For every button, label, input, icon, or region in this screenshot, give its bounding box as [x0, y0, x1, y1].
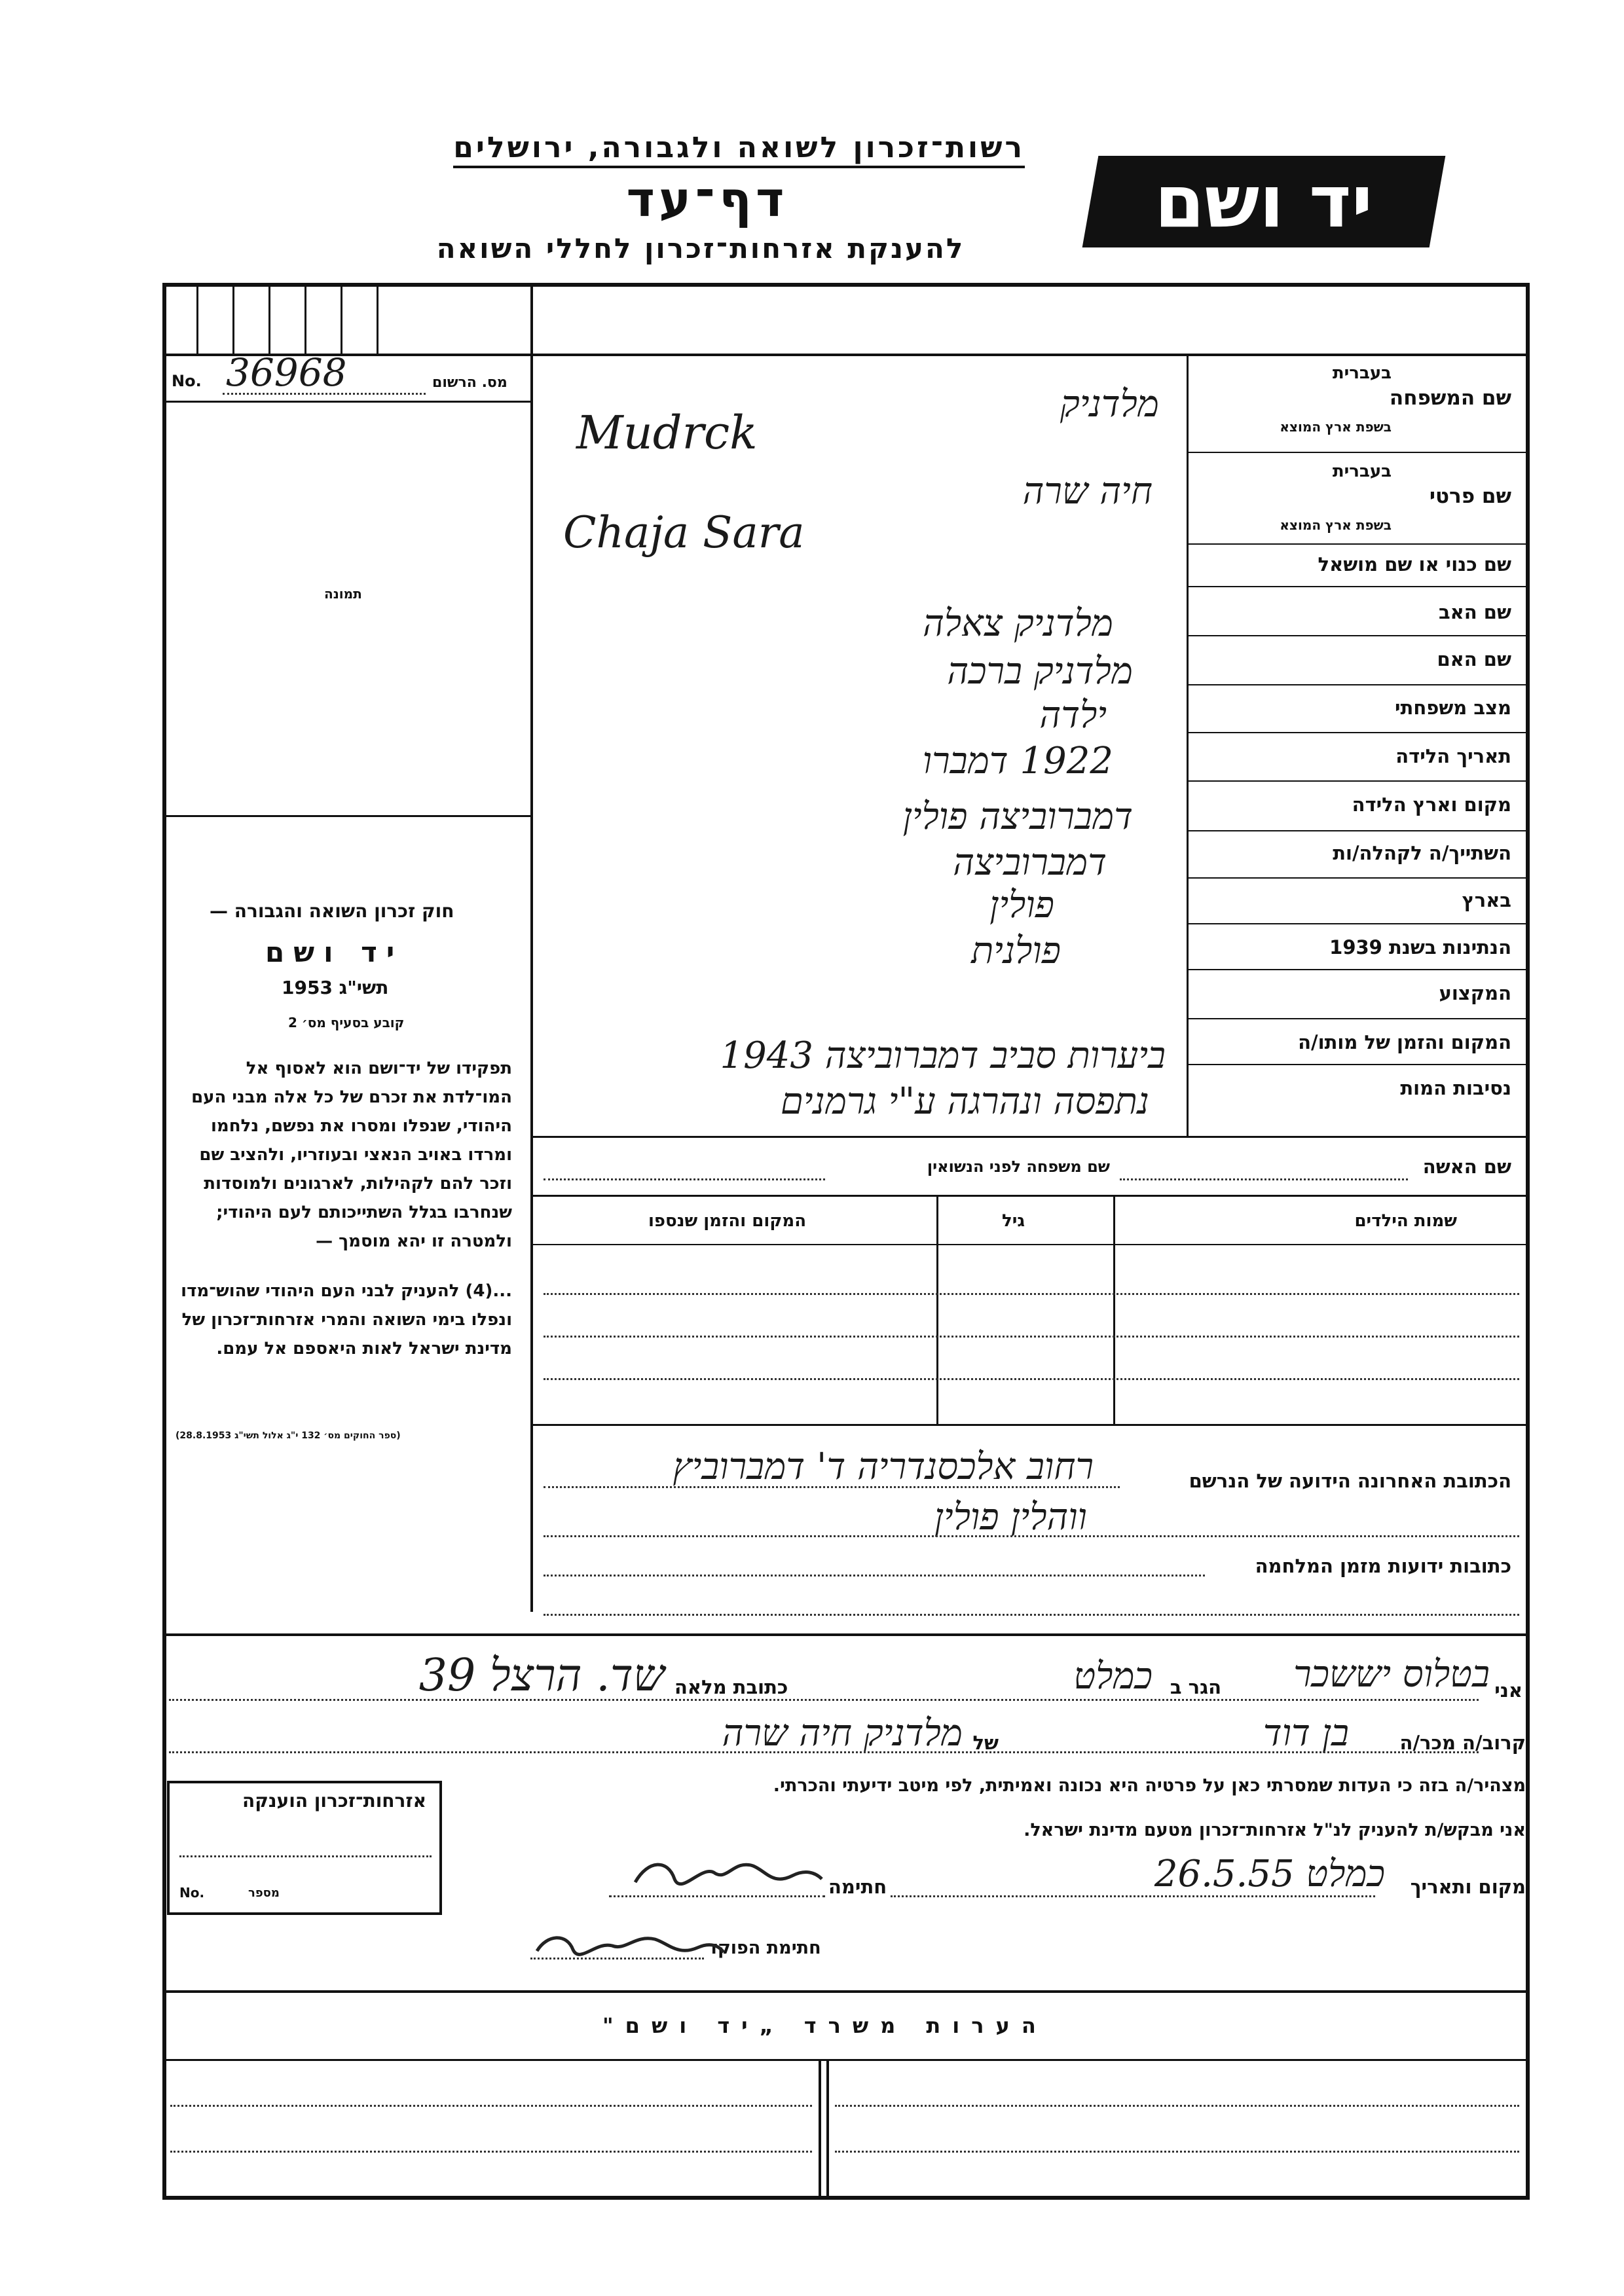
box-divider — [377, 283, 378, 355]
family-name-label: שם המשפחה — [1389, 386, 1511, 410]
row-line — [1187, 877, 1530, 879]
row-line — [1187, 732, 1530, 733]
last-address-label: הכתובת האחרונה הידועה של הנרשם — [1189, 1470, 1511, 1492]
law-year: תשי"ג 1953 — [282, 977, 389, 998]
office-note-line — [170, 2105, 812, 2107]
logo-text: יד ושם — [1154, 160, 1373, 244]
country-label: בארץ — [1462, 889, 1511, 911]
witness-i-label: אני — [1494, 1679, 1522, 1702]
yad-vashem-logo — [1082, 156, 1446, 247]
children-place-header: המקום והזמן שנספו — [648, 1211, 807, 1231]
box-dotted-line — [179, 1855, 432, 1857]
citizenship-1939-label: הנתינות בשנת 1939 — [1329, 936, 1511, 958]
marital-status-label: מצב משפחתי — [1394, 697, 1511, 719]
full-address-value[interactable]: שד. הרצל 39 — [418, 1650, 665, 1702]
death-place-label: המקום והזמן של מותו/ה — [1298, 1031, 1511, 1053]
birth-place-label: מקום וארץ הלידה — [1352, 793, 1511, 816]
maiden-dotted-line — [544, 1178, 825, 1180]
nickname-label: שם כנוי או שם מושאל — [1318, 553, 1511, 575]
law-text-2: ...(4) להעניק לבני העם היהודי שהוש־מדו ונפלו בימי השואה והמרי אזרחות־זכרון של מדינת ישראל לאות היאספם אל עמם. — [181, 1281, 512, 1358]
children-row — [544, 1293, 1519, 1295]
law-footnote: (ספר החוקים מס׳ 132 י"ג אלול תשי"ג 28.8.1953) — [175, 1430, 401, 1441]
registration-number[interactable]: 36968 — [226, 350, 347, 395]
box-divider — [196, 283, 198, 355]
first-name-hebrew[interactable]: חיה שרה — [1022, 470, 1153, 513]
witness-name[interactable]: בטלוס יששכר — [1293, 1653, 1490, 1696]
children-col-divider — [1113, 1195, 1115, 1424]
residing-label: הגר ב — [1170, 1676, 1221, 1698]
of-label: של — [972, 1732, 999, 1754]
family-name-hebrew[interactable]: מלדניק — [1060, 383, 1159, 426]
witness-section-line — [162, 1633, 1530, 1636]
office-note-line — [835, 2105, 1519, 2107]
children-col-divider — [936, 1195, 938, 1424]
in-origin-lang-label: בשפת ארץ המוצא — [1280, 419, 1392, 435]
office-notes-title: הערות משרד „יד ושם" — [602, 2013, 1048, 2038]
relation-dotted-line — [169, 1751, 1479, 1753]
birth-date-label: תאריך הלידה — [1395, 745, 1511, 767]
birth-place-value[interactable]: דמברוביצה פולין — [902, 795, 1133, 838]
witness-dotted-line — [169, 1699, 1479, 1701]
top-strip-divider — [162, 354, 1530, 356]
row-line — [1187, 543, 1530, 545]
row-line — [1187, 923, 1530, 924]
in-hebrew-label: בעברית — [1332, 363, 1392, 383]
community-value[interactable]: דמברוביצה — [953, 841, 1107, 884]
box-no-label: No. — [179, 1885, 205, 1901]
first-name-latin[interactable]: Chaja Sara — [563, 507, 805, 558]
children-row — [544, 1378, 1519, 1380]
row-line — [1187, 635, 1530, 636]
mother-value[interactable]: מלדניק ברכה — [947, 650, 1133, 693]
row-line — [1187, 586, 1530, 587]
row-line — [1187, 452, 1530, 453]
mother-label: שם האם — [1437, 648, 1511, 670]
box-number-label: מספר — [248, 1886, 280, 1900]
first-name-label: שם פרטי — [1429, 484, 1511, 508]
law-section: קובע בסעיף מס׳ 2 — [288, 1015, 405, 1030]
age-header: גיל — [1002, 1211, 1025, 1231]
of-value[interactable]: מלדניק חיה שרה — [722, 1712, 963, 1755]
row-line — [1187, 780, 1530, 782]
place-date-dotted-line — [891, 1895, 1375, 1897]
children-row — [544, 1336, 1519, 1338]
officer-signature-label: חתימת הפוקד — [707, 1938, 821, 1958]
declaration-text: מצהיר/ה בזה כי העדות שמסרתי כאן על פרטיה היא נכונה ואמיתית, לפי מיטב ידיעתי והכרתי. — [773, 1776, 1526, 1796]
war-address-label: כתובות ידועות מזמן המלחמה — [1255, 1555, 1511, 1577]
request-text: אני מבקש/ת להעניק לנ"ל אזרחות־זכרון מטעם מדינת ישראל. — [1024, 1820, 1526, 1840]
death-circumstances-value[interactable]: נתפסה ונהרגה ע"י גרמנים — [780, 1080, 1149, 1123]
photo-divider — [162, 815, 533, 817]
office-notes-divider — [826, 2061, 829, 2200]
form-title: דף־עד — [626, 172, 788, 228]
signature-label: חתימה — [828, 1876, 887, 1898]
last-address-value[interactable]: רחוב אלכסנדריה ד' דמברוביץ — [673, 1446, 1094, 1488]
form-subtitle: להענקת אזרחות־זכרון לחללי השואה — [436, 232, 965, 264]
office-notes-line — [162, 2059, 1530, 2061]
full-address-label: כתובת מלאה — [674, 1676, 788, 1698]
row-line — [1187, 1064, 1530, 1065]
maiden-name-label: שם משפחה לפני הנשואין — [927, 1157, 1110, 1176]
citizenship-granted-box — [167, 1781, 442, 1915]
wife-dotted-line — [1120, 1178, 1408, 1180]
box-divider — [232, 283, 234, 355]
death-circumstances-label: נסיבות המות — [1400, 1077, 1511, 1099]
community-label: השתייך/ה לקהלה/ות — [1333, 842, 1511, 864]
box-divider — [304, 283, 306, 355]
last-address-value-2[interactable]: ווהלין פולין — [934, 1496, 1087, 1539]
office-note-line — [835, 2151, 1519, 2153]
birth-date-value[interactable]: 1922 דמברו — [922, 740, 1113, 782]
row-line — [1187, 684, 1530, 685]
box-divider — [268, 283, 270, 355]
law-text-1: תפקידו של יד־ושם הוא לאסוף אל המו־לדת את זכרם של כל אלה מבני העם היהודי, שנפלו ומסרו את נפשם, נלחמו ומרדו באויב הנאצי ובעוזריו, ולהציב שם וזכר להם לקהילות, לארגונים ולמוסדות שנחרבו בגלל השתייכותם לעם היהודי; ולמטרה זו יהא מוסמך — — [191, 1059, 512, 1251]
reg-no-label: No. — [172, 372, 202, 390]
row-line — [1187, 830, 1530, 831]
profession-label: המקצוע — [1439, 982, 1511, 1004]
row-line — [1187, 969, 1530, 970]
in-hebrew-label-2: בעברית — [1332, 462, 1392, 481]
war-address-dotted-line-2 — [544, 1614, 1519, 1616]
relative-label: קרוב/ה מכר/ה — [1399, 1732, 1526, 1754]
family-name-latin[interactable]: Mudrck — [576, 406, 758, 460]
organization-name: רשות־זכרון לשואה ולגבורה, ירושלים — [453, 131, 1025, 168]
place-date-label: מקום ותאריך — [1410, 1876, 1526, 1898]
box-divider — [341, 283, 342, 355]
photo-label: תמונה — [324, 586, 362, 602]
last-address-dotted-line — [544, 1486, 1120, 1488]
citizenship-value[interactable]: פולנית — [971, 930, 1061, 972]
law-name: יד ושם — [265, 936, 404, 968]
children-names-header: שמות הילדים — [1354, 1211, 1457, 1231]
office-section-line — [162, 1990, 1530, 1993]
last-address-dotted-line-2 — [544, 1535, 1519, 1537]
father-label: שם האב — [1438, 601, 1511, 623]
row-line — [1187, 1018, 1530, 1019]
officer-signature — [530, 1918, 727, 1971]
in-origin-lang-label-2: בשפת ארץ המוצא — [1280, 517, 1392, 533]
witness-city[interactable]: כמלט — [1073, 1655, 1153, 1698]
reg-dotted-line — [223, 393, 426, 395]
war-address-dotted-line — [544, 1575, 1205, 1576]
country-value[interactable]: פולין — [989, 884, 1054, 926]
section-line — [530, 1136, 1530, 1138]
death-place-value[interactable]: ביערות סביב דמברוביצה 1943 — [720, 1034, 1166, 1077]
office-notes-divider — [819, 2061, 821, 2200]
marital-status-value[interactable]: ילדה — [1039, 694, 1107, 737]
children-bottom-line — [530, 1424, 1530, 1426]
law-title: חוק זכרון השואה והגבורה — — [210, 900, 454, 922]
place-date-value[interactable]: כמלט 26.5.55 — [1154, 1853, 1385, 1895]
wife-row-line — [530, 1195, 1530, 1197]
office-note-line — [170, 2151, 812, 2153]
citizenship-box-title: אזרחות־זכרון הוענקה — [242, 1790, 426, 1812]
reg-divider — [162, 401, 533, 403]
relation-value[interactable]: בן דוד — [1263, 1712, 1349, 1755]
witness-signature — [629, 1846, 825, 1899]
left-column-divider — [530, 283, 533, 1612]
wife-label: שם האשה — [1422, 1156, 1511, 1178]
father-value[interactable]: מלדניק צאלה — [923, 602, 1113, 645]
children-header-line — [530, 1244, 1530, 1245]
reg-label: מס. הרשום — [432, 374, 507, 391]
